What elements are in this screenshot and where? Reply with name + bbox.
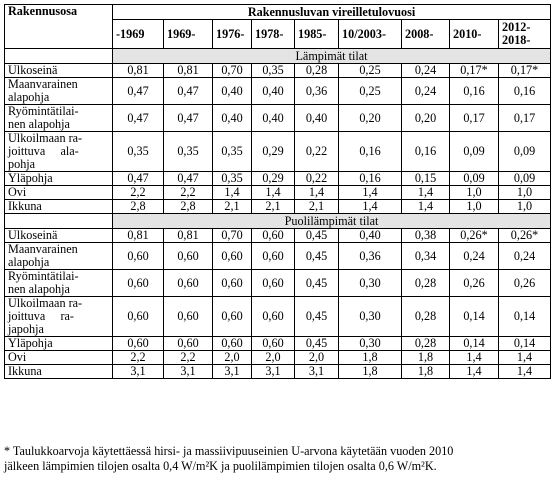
row-label-line: Ryömintätilai- [8, 269, 79, 283]
u-value-cell: 1,8 [339, 351, 402, 365]
u-value-cell: 0,60 [252, 297, 295, 337]
u-value-cell: 0,14 [450, 337, 499, 351]
u-value-cell: 0,60 [213, 270, 252, 297]
u-value-cell: 3,1 [113, 365, 164, 379]
u-value-cell: 1,4 [450, 365, 499, 379]
u-value-cell: 0,16 [339, 172, 402, 186]
u-value-cell: 2,2 [164, 186, 213, 200]
u-value-cell: 0,47 [113, 172, 164, 186]
u-value-cell: 1,4 [295, 186, 339, 200]
u-value-cell: 0,28 [402, 297, 450, 337]
u-value-cell: 2,0 [295, 351, 339, 365]
year-label: 2008- [405, 26, 434, 41]
u-value-cell: 2,8 [113, 200, 164, 214]
u-value-cell: 0,26* [450, 229, 499, 243]
u-value-cell: 0,81 [164, 64, 213, 78]
u-value-cell: 0,81 [113, 229, 164, 243]
table-row [5, 351, 551, 365]
row-label [5, 243, 113, 270]
row-label [5, 229, 113, 243]
footnote [4, 444, 550, 474]
u-value-cell: 0,36 [295, 78, 339, 105]
u-value-cell: 0,60 [213, 337, 252, 351]
row-label-line: Yläpohja [8, 336, 53, 350]
row-label-line: Maanvarainen [8, 77, 78, 91]
u-value-cell: 0,47 [113, 105, 164, 132]
u-value-cell: 3,1 [213, 365, 252, 379]
u-value-cell: 0,47 [164, 78, 213, 105]
footnote-line: jälkeen lämpimien tilojen osalta 0,4 W/m²K ja puolilämpimien tilojen osalta 0,6 W/m²K. [4, 459, 437, 473]
table-row [5, 186, 551, 200]
u-value-cell: 0,45 [295, 243, 339, 270]
u-value-cell: 0,17* [450, 64, 499, 78]
u-value-cell: 1,4 [213, 186, 252, 200]
u-value-cell: 1,4 [450, 351, 499, 365]
row-label-line: Ulkoseinä [8, 228, 58, 242]
row-label [5, 200, 113, 214]
u-value-cell: 2,8 [164, 200, 213, 214]
u-value-cell: 0,40 [295, 105, 339, 132]
u-value-cell: 0,34 [402, 243, 450, 270]
table-row [5, 243, 551, 270]
row-label [5, 105, 113, 132]
u-value-cell: 0,60 [252, 270, 295, 297]
u-value-cell: 0,60 [164, 337, 213, 351]
u-value-cell: 0,24 [402, 64, 450, 78]
u-value-cell: 0,60 [213, 297, 252, 337]
u-value-cell: 1,0 [450, 186, 499, 200]
section-spacer [5, 214, 113, 229]
year-label: -1969 [116, 26, 145, 41]
u-value-cell: 1,8 [402, 365, 450, 379]
table-row [5, 132, 551, 172]
u-value-cell: 0,24 [450, 243, 499, 270]
year-header [450, 20, 499, 49]
year-header [113, 20, 164, 49]
u-value-cell: 0,17 [499, 105, 551, 132]
year-header [402, 20, 450, 49]
year-label: 1969- [167, 26, 196, 41]
year-label: 10/2003- [342, 26, 387, 41]
row-label [5, 78, 113, 105]
u-value-cell: 1,4 [499, 351, 551, 365]
year-label-second-line: 2018- [502, 33, 531, 47]
u-value-cell: 0,60 [113, 270, 164, 297]
u-value-cell: 2,0 [252, 351, 295, 365]
u-value-cell: 0,09 [450, 132, 499, 172]
table-row [5, 105, 551, 132]
row-label [5, 297, 113, 337]
row-label [5, 186, 113, 200]
u-value-cell: 0,70 [213, 229, 252, 243]
u-value-cell: 0,28 [402, 337, 450, 351]
u-value-cell: 0,14 [499, 337, 551, 351]
row-label [5, 172, 113, 186]
u-value-cell: 0,26 [450, 270, 499, 297]
u-value-cell: 1,0 [499, 200, 551, 214]
u-value-cell: 0,28 [402, 270, 450, 297]
table-row [5, 200, 551, 214]
year-label: 1978- [255, 26, 284, 41]
u-value-cell: 1,4 [339, 186, 402, 200]
row-label [5, 132, 113, 172]
u-value-cell: 0,60 [113, 297, 164, 337]
u-value-cell: 0,25 [339, 64, 402, 78]
table-row [5, 365, 551, 379]
u-value-cell: 1,4 [402, 186, 450, 200]
section-title: Lämpimät tilat [113, 49, 551, 64]
u-value-cell: 1,8 [339, 365, 402, 379]
year-label: 1985- [298, 26, 327, 41]
column-header-building-part: Rakennusosa [5, 5, 113, 49]
u-value-cell: 3,1 [252, 365, 295, 379]
table-row [5, 78, 551, 105]
u-value-cell: 1,4 [402, 200, 450, 214]
u-value-cell: 0,40 [339, 229, 402, 243]
column-header-permit-year: Rakennusluvan vireilletulovuosi [113, 5, 551, 20]
u-value-cell: 1,4 [339, 200, 402, 214]
row-label-line: Ovi [8, 185, 27, 199]
u-value-cell: 0,24 [402, 78, 450, 105]
u-value-cell: 0,26* [499, 229, 551, 243]
row-label [5, 64, 113, 78]
u-value-cell: 0,16 [499, 78, 551, 105]
table-row [5, 337, 551, 351]
u-value-cell: 0,26 [499, 270, 551, 297]
u-value-cell: 0,22 [295, 132, 339, 172]
u-value-cell: 0,60 [113, 243, 164, 270]
footnote-line: * Taulukkoarvoja käytettäessä hirsi- ja massiivipuuseinien U-arvona käytetään vuoden 2010 [4, 444, 454, 458]
u-value-cell: 0,09 [499, 132, 551, 172]
u-value-cell: 0,60 [164, 297, 213, 337]
row-label-line: Maanvarainen [8, 242, 78, 256]
u-value-cell: 0,25 [339, 78, 402, 105]
u-value-cell: 0,14 [499, 297, 551, 337]
u-value-cell: 0,47 [164, 105, 213, 132]
u-value-cell: 0,81 [113, 64, 164, 78]
table-row [5, 270, 551, 297]
row-label-line: Ulkoseinä [8, 63, 58, 77]
u-value-cell: 1,0 [450, 200, 499, 214]
u-value-cell: 0,47 [113, 78, 164, 105]
u-value-cell: 0,17* [499, 64, 551, 78]
u-value-cell: 0,35 [164, 132, 213, 172]
row-label-line: Ovi [8, 350, 27, 364]
row-label [5, 365, 113, 379]
u-value-cell: 0,60 [252, 243, 295, 270]
table-row [5, 64, 551, 78]
u-value-cell: 0,40 [213, 78, 252, 105]
u-value-cell: 1,4 [499, 365, 551, 379]
year-label: 2010- [453, 26, 482, 41]
u-value-cell: 0,09 [450, 172, 499, 186]
u-value-cell: 0,36 [339, 243, 402, 270]
u-value-cell: 0,45 [295, 229, 339, 243]
u-value-cell: 0,14 [450, 297, 499, 337]
u-value-cell: 2,1 [295, 200, 339, 214]
u-value-cell: 0,60 [113, 337, 164, 351]
row-label [5, 270, 113, 297]
table-header [5, 5, 551, 49]
u-value-cell: 0,30 [339, 270, 402, 297]
section-row [5, 214, 551, 229]
section-row [5, 49, 551, 64]
row-label-line: joittuva ala- [8, 144, 79, 158]
row-label [5, 351, 113, 365]
u-value-cell: 0,60 [252, 229, 295, 243]
u-value-cell: 2,1 [252, 200, 295, 214]
u-value-cell: 0,29 [252, 172, 295, 186]
u-value-cell: 0,35 [252, 64, 295, 78]
table-body [5, 49, 551, 379]
table-row [5, 297, 551, 337]
u-value-cell: 0,40 [213, 105, 252, 132]
u-value-cell: 0,16 [402, 132, 450, 172]
row-label-line: joittuva ra- [8, 309, 74, 323]
row-label-line: Ulkoilmaan ra- [8, 131, 83, 145]
u-value-cell: 0,40 [252, 105, 295, 132]
row-label-line: alapohja [8, 90, 50, 104]
u-value-cell: 0,30 [339, 337, 402, 351]
u-value-cell: 0,40 [252, 78, 295, 105]
u-value-cell: 0,15 [402, 172, 450, 186]
u-value-cell: 2,2 [164, 351, 213, 365]
row-label-line: japohja [8, 322, 44, 336]
table-row [5, 229, 551, 243]
u-value-cell: 0,60 [252, 337, 295, 351]
u-value-cell: 0,35 [213, 132, 252, 172]
u-value-cell: 0,81 [164, 229, 213, 243]
u-value-cell: 0,09 [499, 172, 551, 186]
u-value-cell: 2,0 [213, 351, 252, 365]
u-value-cell: 0,60 [164, 243, 213, 270]
u-value-cell: 0,22 [295, 172, 339, 186]
u-value-cell: 2,2 [113, 351, 164, 365]
row-label-line: Ulkoilmaan ra- [8, 296, 83, 310]
u-value-cell: 0,60 [213, 243, 252, 270]
u-value-cell: 3,1 [295, 365, 339, 379]
year-header [295, 20, 339, 49]
section-title: Puolilämpimät tilat [113, 214, 551, 229]
row-label-line: Ryömintätilai- [8, 104, 79, 118]
u-value-cell: 0,16 [339, 132, 402, 172]
u-value-cell: 0,24 [499, 243, 551, 270]
table-row [5, 172, 551, 186]
u-value-cell: 0,20 [402, 105, 450, 132]
year-header [164, 20, 213, 49]
year-label: 2012- [502, 20, 531, 34]
u-value-cell: 0,47 [164, 172, 213, 186]
u-value-cell: 1,8 [402, 351, 450, 365]
year-label: 1976- [216, 26, 245, 41]
row-label-line: nen alapohja [8, 117, 70, 131]
u-value-cell: 3,1 [164, 365, 213, 379]
row-label-line: Yläpohja [8, 171, 53, 185]
u-value-cell: 0,17 [450, 105, 499, 132]
u-value-cell: 0,45 [295, 337, 339, 351]
u-value-cell: 0,20 [339, 105, 402, 132]
u-value-cell: 0,29 [252, 132, 295, 172]
u-value-cell: 0,30 [339, 297, 402, 337]
year-header [499, 20, 551, 49]
u-value-cell: 0,35 [213, 172, 252, 186]
u-value-cell: 0,60 [164, 270, 213, 297]
u-value-cell: 1,4 [252, 186, 295, 200]
row-label-line: nen alapohja [8, 282, 70, 296]
row-label-line: Ikkuna [8, 199, 42, 213]
row-label-line: pohja [8, 157, 36, 171]
row-label-line: Ikkuna [8, 364, 42, 378]
u-value-cell: 0,35 [113, 132, 164, 172]
u-value-cell: 0,28 [295, 64, 339, 78]
u-value-cell: 0,70 [213, 64, 252, 78]
row-label-line: alapohja [8, 255, 50, 269]
section-spacer [5, 49, 113, 64]
year-header [252, 20, 295, 49]
u-value-cell: 0,45 [295, 270, 339, 297]
u-value-cell: 0,38 [402, 229, 450, 243]
u-value-cell: 0,16 [450, 78, 499, 105]
row-label [5, 337, 113, 351]
u-value-table [4, 4, 551, 379]
u-value-cell: 2,2 [113, 186, 164, 200]
u-value-cell: 0,45 [295, 297, 339, 337]
year-header [213, 20, 252, 49]
u-value-cell: 2,1 [213, 200, 252, 214]
year-header [339, 20, 402, 49]
u-value-cell: 1,0 [499, 186, 551, 200]
